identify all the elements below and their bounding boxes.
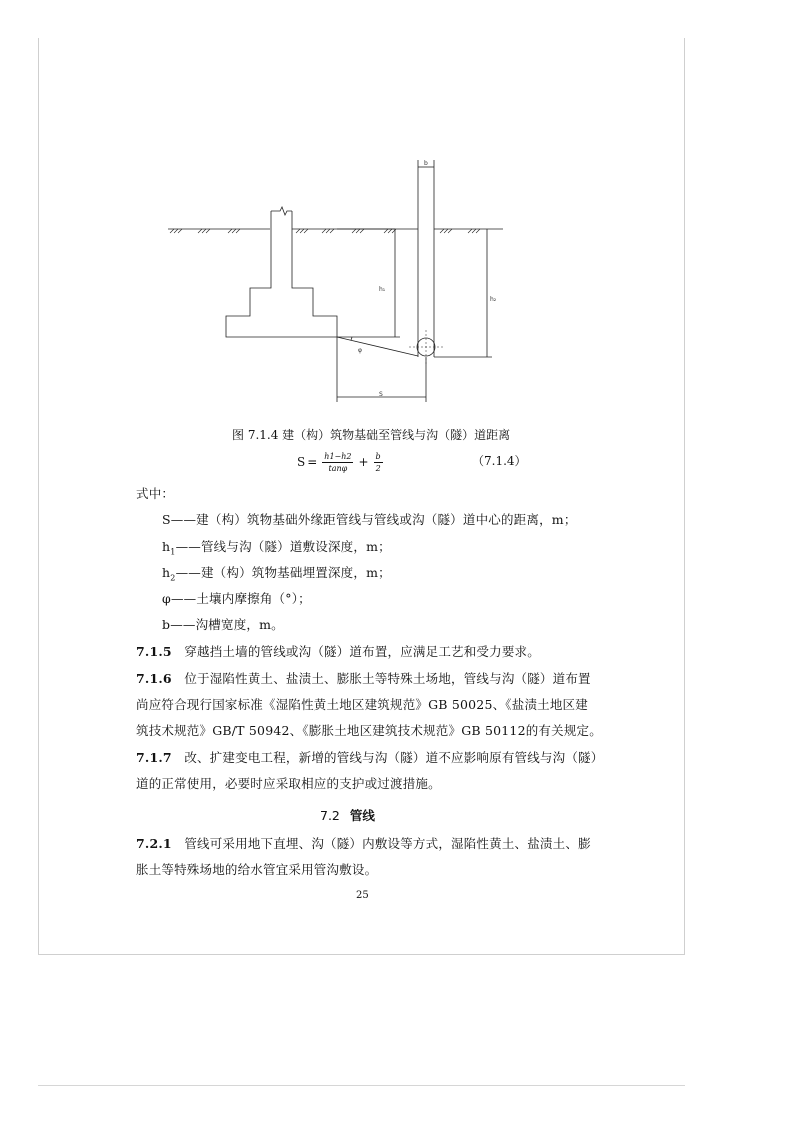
- definition-symbol: h: [162, 539, 171, 554]
- figure-caption: 图 7.1.4 建（构）筑物基础至管线与沟（隧）道距离: [232, 428, 511, 442]
- formula-fraction-1: [322, 452, 353, 473]
- clause-7-1-6-line-2: 尚应符合现行国家标准《湿陷性黄土地区建筑规范》GB 50025、《盐渍土地区建: [136, 697, 588, 712]
- definition-text: ——沟槽宽度，m。: [170, 617, 284, 632]
- fraction-2-denominator: 2: [375, 463, 381, 473]
- clause-text: 改、扩建变电工程，新增的管线与沟（隧）道不应影响原有管线与沟（隧）: [184, 750, 604, 765]
- definition-text: ——建（构）筑物基础外缘距管线与管线或沟（隧）道中心的距离，m；: [170, 512, 577, 527]
- definition-subscript: 1: [170, 547, 176, 557]
- clause-7-1-7: [136, 748, 603, 766]
- label-b: b: [424, 160, 428, 167]
- definition-subscript: 2: [170, 573, 176, 583]
- clause-text: 管线可采用地下直埋、沟（隧）内敷设等方式，湿陷性黄土、盐渍土、膨: [184, 836, 591, 851]
- definition-symbol: b: [162, 617, 171, 632]
- definition-symbol: h: [162, 565, 171, 580]
- definition-h1: [162, 537, 391, 557]
- ground-hatching: [170, 229, 480, 233]
- definition-text: ——土壤内摩擦角（°）；: [170, 591, 311, 606]
- definition-symbol: φ: [162, 591, 171, 606]
- fraction-1-denominator: tanφ: [328, 463, 348, 473]
- clause-text: 穿越挡土墙的管线或沟（隧）道布置，应满足工艺和受力要求。: [184, 644, 540, 659]
- clause-7-1-6: [136, 669, 591, 687]
- clause-7-2-1-line-2: 胀土等特殊场地的给水管宜采用管沟敷设。: [136, 862, 378, 877]
- clause-text: 位于湿陷性黄土、盐渍土、膨胀土等特殊土场地，管线与沟（隧）道布置: [184, 671, 591, 686]
- next-page-top-edge: [38, 1085, 685, 1086]
- building-foundation: [226, 211, 337, 337]
- section-number: 7.2: [320, 808, 340, 823]
- clause-7-1-6-line-3: 筑技术规范》GB/T 50942、《膨胀土地区建筑技术规范》GB 50112的有关规定。: [136, 723, 602, 738]
- clause-number: 7.1.7: [136, 750, 172, 765]
- clause-number: 7.2.1: [136, 836, 172, 851]
- foundation-pipe-distance-diagram: [0, 0, 793, 420]
- label-phi: φ: [358, 347, 362, 354]
- formula-lhs: S: [297, 455, 306, 469]
- page-border-bottom: [38, 954, 685, 955]
- definition-phi: [162, 589, 311, 607]
- friction-angle-line: [337, 337, 418, 356]
- formula-plus: +: [358, 455, 369, 469]
- definition-h2: [162, 563, 391, 583]
- label-s: S: [379, 391, 383, 398]
- clause-7-2-1: [136, 834, 591, 852]
- definition-text: ——建（构）筑物基础埋置深度，m；: [175, 565, 391, 580]
- clause-number: 7.1.6: [136, 671, 172, 686]
- where-label: 式中：: [136, 486, 175, 501]
- formula-fraction-2: [374, 452, 383, 473]
- equation-number: （7.1.4）: [472, 454, 527, 468]
- label-h2: h₂: [490, 296, 497, 303]
- page-number: 25: [356, 890, 369, 901]
- definition-symbol: S: [162, 512, 171, 527]
- fraction-2-numerator: b: [375, 451, 381, 461]
- section-title: 管线: [349, 808, 375, 823]
- formula-equals: =: [307, 455, 318, 469]
- definition-b: [162, 615, 284, 633]
- definition-text: ——管线与沟（隧）道敷设深度，m；: [175, 539, 391, 554]
- definition-s: [162, 510, 577, 528]
- formula: [297, 449, 386, 475]
- section-heading-7-2: [320, 806, 375, 824]
- clause-7-1-5: [136, 642, 540, 660]
- fraction-1-numerator: h1−h2: [324, 451, 352, 461]
- clause-number: 7.1.5: [136, 644, 172, 659]
- label-h1: h₁: [379, 286, 386, 293]
- clause-7-1-7-line-2: 道的正常使用，必要时应采取相应的支护或过渡措施。: [136, 776, 441, 791]
